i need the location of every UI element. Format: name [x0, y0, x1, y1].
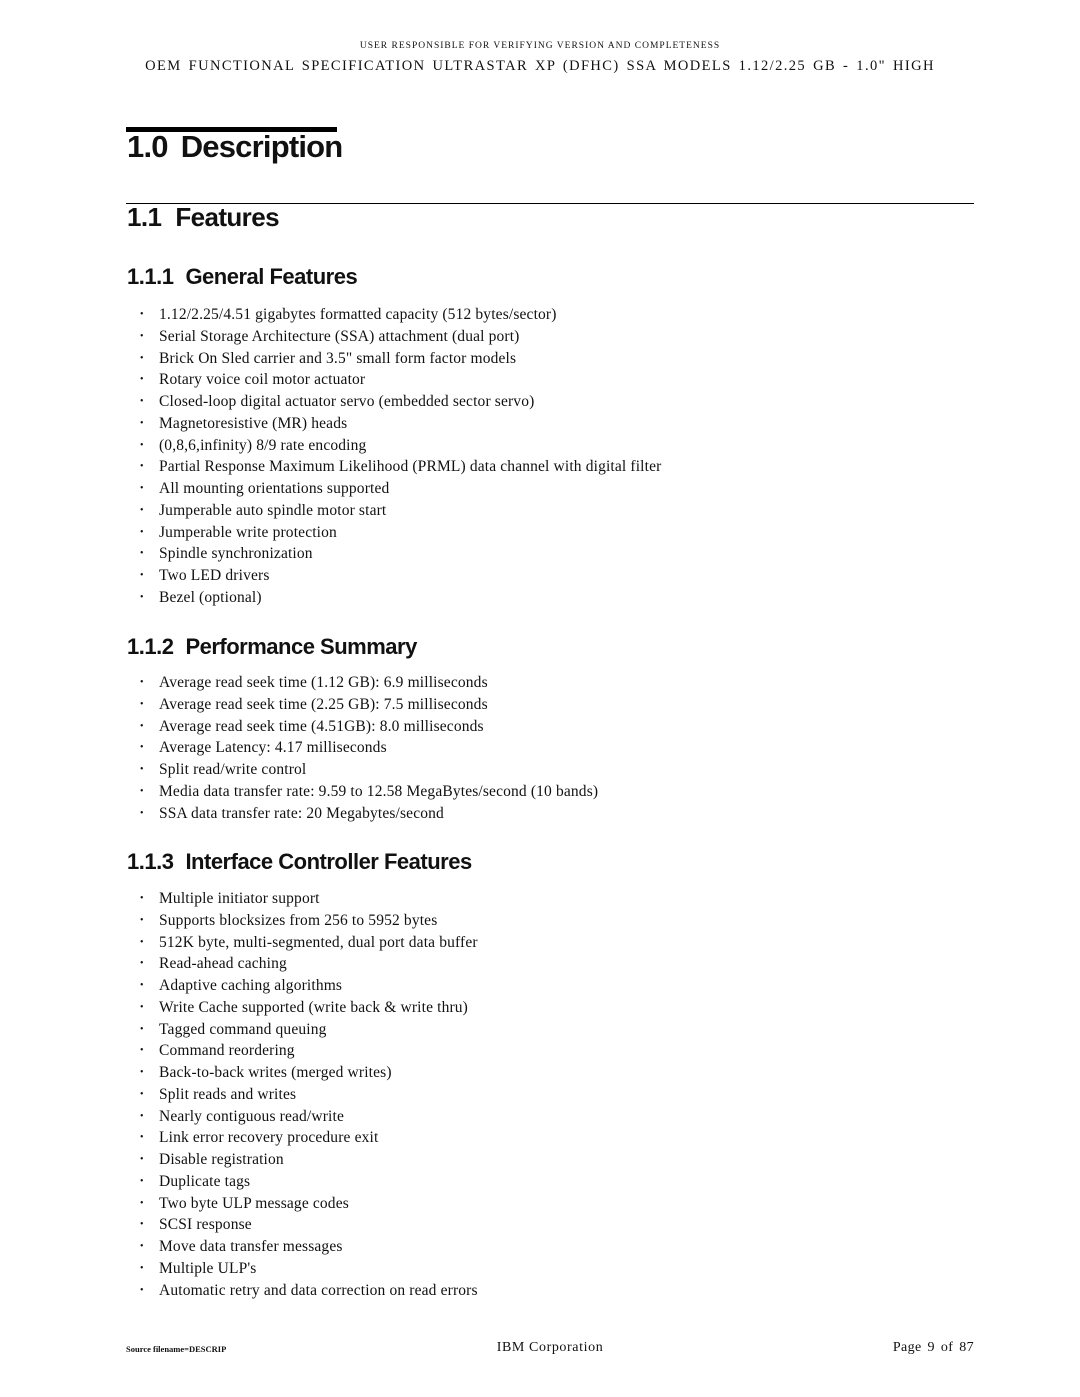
list-item: • Multiple initiator support: [140, 888, 478, 910]
list-item: • Two byte ULP message codes: [140, 1193, 478, 1215]
list-item: • SCSI response: [140, 1214, 478, 1236]
list-item: • Duplicate tags: [140, 1171, 478, 1193]
footer-source: Source filename=DESCRIP: [126, 1344, 227, 1354]
section-title: Features: [175, 202, 279, 232]
list-item: • Write Cache supported (write back & write thru): [140, 997, 478, 1019]
general-features-list: [140, 304, 661, 609]
interface-features-title: Interface Controller Features: [185, 849, 472, 874]
footer-company: IBM Corporation: [496, 1340, 604, 1355]
section-heading: [127, 202, 279, 233]
list-item: • Bezel (optional): [140, 587, 661, 609]
list-item: • Command reordering: [140, 1040, 478, 1062]
list-item: • Jumperable auto spindle motor start: [140, 500, 661, 522]
performance-summary-list: [140, 672, 598, 824]
list-item: • Tagged command queuing: [140, 1019, 478, 1041]
interface-features-heading: [127, 849, 472, 875]
list-item: • Automatic retry and data correction on read errors: [140, 1280, 478, 1302]
performance-summary-title: Performance Summary: [185, 634, 417, 659]
list-item: • Multiple ULP's: [140, 1258, 478, 1280]
section-number: 1.1: [127, 202, 162, 232]
list-item: • Brick On Sled carrier and 3.5" small form factor models: [140, 348, 661, 370]
performance-summary-number: 1.1.2: [127, 634, 174, 659]
list-item: • (0,8,6,infinity) 8/9 rate encoding: [140, 435, 661, 457]
list-item: • Rotary voice coil motor actuator: [140, 369, 661, 391]
list-item: • Move data transfer messages: [140, 1236, 478, 1258]
performance-summary-heading: [127, 634, 417, 660]
list-item: • Split read/write control: [140, 759, 598, 781]
chapter-title: Description: [180, 129, 343, 164]
list-item: • 512K byte, multi-segmented, dual port data buffer: [140, 932, 478, 954]
list-item: • Average Latency: 4.17 milliseconds: [140, 737, 598, 759]
list-item: • Average read seek time (2.25 GB): 7.5 milliseconds: [140, 694, 598, 716]
list-item: • Supports blocksizes from 256 to 5952 bytes: [140, 910, 478, 932]
general-features-title: General Features: [185, 264, 358, 289]
list-item: • SSA data transfer rate: 20 Megabytes/second: [140, 803, 598, 825]
list-item: • Adaptive caching algorithms: [140, 975, 478, 997]
footer-page-number: Page 9 of 87: [892, 1340, 974, 1355]
list-item: • Magnetoresistive (MR) heads: [140, 413, 661, 435]
list-item: • 1.12/2.25/4.51 gigabytes formatted capacity (512 bytes/sector): [140, 304, 661, 326]
list-item: • Nearly contiguous read/write: [140, 1106, 478, 1128]
list-item: • Spindle synchronization: [140, 543, 661, 565]
list-item: • Link error recovery procedure exit: [140, 1127, 478, 1149]
general-features-number: 1.1.1: [127, 264, 174, 289]
chapter-heading: [127, 128, 342, 165]
chapter-number: 1.0: [127, 129, 168, 164]
list-item: • Read-ahead caching: [140, 953, 478, 975]
interface-features-number: 1.1.3: [127, 849, 174, 874]
list-item: • All mounting orientations supported: [140, 478, 661, 500]
list-item: • Closed-loop digital actuator servo (embedded sector servo): [140, 391, 661, 413]
list-item: • Average read seek time (1.12 GB): 6.9 milliseconds: [140, 672, 598, 694]
list-item: • Back-to-back writes (merged writes): [140, 1062, 478, 1084]
general-features-heading: [127, 264, 357, 290]
list-item: • Jumperable write protection: [140, 522, 661, 544]
list-item: • Two LED drivers: [140, 565, 661, 587]
header-title: OEM FUNCTIONAL SPECIFICATION ULTRASTAR XP (DFHC) SSA MODELS 1.12/2.25 GB - 1.0" HIGH: [145, 58, 935, 74]
list-item: • Split reads and writes: [140, 1084, 478, 1106]
list-item: • Media data transfer rate: 9.59 to 12.58 MegaBytes/second (10 bands): [140, 781, 598, 803]
header-notice: USER RESPONSIBLE FOR VERIFYING VERSION AND COMPLETENESS: [359, 41, 721, 51]
list-item: • Disable registration: [140, 1149, 478, 1171]
list-item: • Average read seek time (4.51GB): 8.0 milliseconds: [140, 716, 598, 738]
interface-features-list: [140, 888, 478, 1301]
list-item: • Serial Storage Architecture (SSA) attachment (dual port): [140, 326, 661, 348]
list-item: • Partial Response Maximum Likelihood (PRML) data channel with digital filter: [140, 456, 661, 478]
